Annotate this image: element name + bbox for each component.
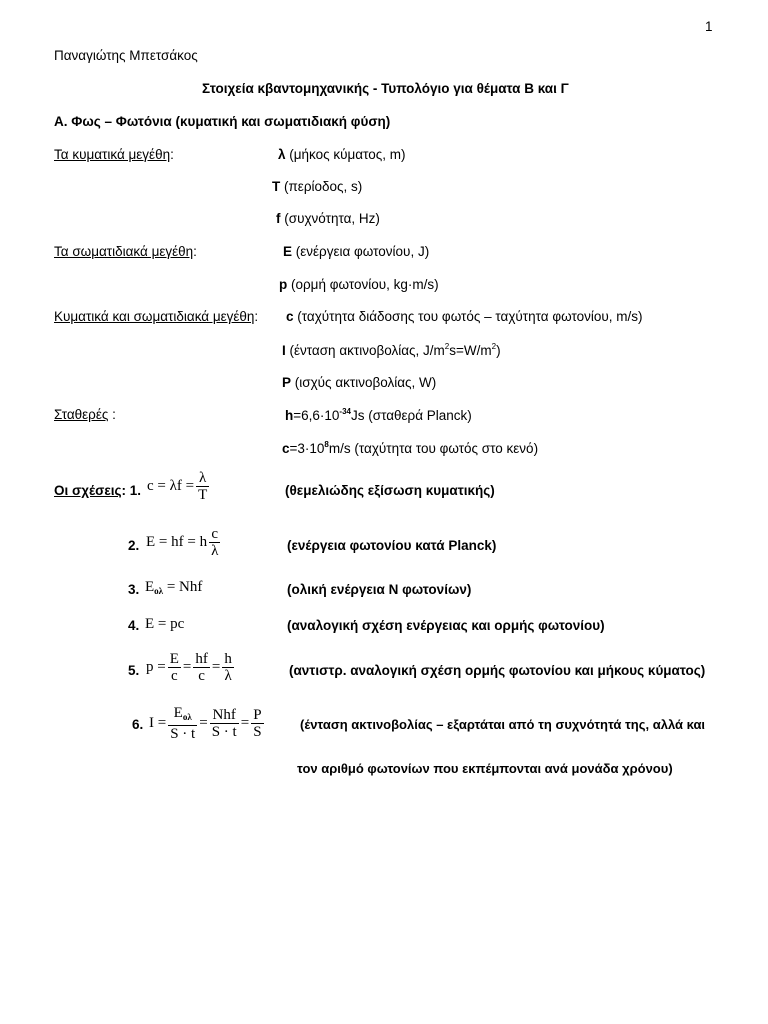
page-title: Στοιχεία κβαντομηχανικής - Τυπολόγιο για θέματα Β και Γ — [202, 81, 569, 96]
relation-6-number: 6. — [132, 717, 144, 732]
wave-quantities-label: Τα κυματικά μεγέθη: — [54, 147, 174, 162]
both-item-intensity: I (ένταση ακτινοβολίας, $J/m^2s=W/m^2$) — [282, 342, 501, 358]
relation-3-number: 3. — [128, 582, 140, 597]
relation-4-number: 4. — [128, 618, 140, 633]
both-item-speed: c (ταχύτητα διάδοσης του φωτός – ταχύτητα φωτονίου, m/s) — [286, 309, 643, 324]
particle-item-energy: E (ενέργεια φωτονίου, J) — [283, 244, 430, 259]
relations-label: Οι σχέσεις: 1. — [54, 483, 142, 498]
wave-item-period: T (περίοδος, s) — [272, 179, 363, 194]
author-name: Παναγιώτης Μπετσάκος — [54, 48, 198, 63]
constant-planck: $h=6,6\cdot 10^{-34}Js$ (σταθερά Planck) — [285, 407, 472, 423]
formula-6: I = $\frac{E_{o\lambda}}{S \cdot t}$ = $\frac{\text{Nhf}}{S \cdot t}$ = $\frac{P}{S}$ — [149, 705, 262, 742]
particle-item-momentum: p (ορμή φωτονίου, kg·m/s) — [279, 277, 439, 292]
formula-3: $E_{o\lambda}$ = Nhf — [145, 579, 203, 596]
wave-item-wavelength: λ (μήκος κύματος, m) — [278, 147, 406, 162]
relation-6-note: (ένταση ακτινοβολίας – εξαρτάται από τη συχνότητά της, αλλά και — [300, 717, 706, 732]
formula-4: E = pc — [145, 616, 185, 632]
relation-2-number: 2. — [128, 538, 140, 553]
relation-5-number: 5. — [128, 663, 140, 678]
page-number: 1 — [705, 19, 713, 34]
relation-1-note: (θεμελιώδης εξίσωση κυματικής) — [285, 483, 495, 498]
both-quantities-label: Κυματικά και σωματιδιακά μεγέθη: — [54, 309, 259, 324]
formula-5: p = $\frac{E}{c}$ = $\frac{hf}{c}$ = $\frac{h}{\lambda}$ — [146, 651, 232, 684]
relation-5-note: (αντιστρ. αναλογική σχέση ορμής φωτονίου και μήκους κύματος) — [289, 663, 706, 678]
wave-item-frequency: f (συχνότητα, Hz) — [276, 211, 380, 226]
formula-2: E = hf = h $\frac{c}{\lambda}$ — [146, 526, 219, 559]
relation-3-note: (ολική ενέργεια Ν φωτονίων) — [287, 582, 472, 597]
formula-1: c = λf = $\frac{\lambda}{T}$ — [147, 470, 208, 503]
both-item-power: P (ισχύς ακτινοβολίας, W) — [282, 375, 437, 390]
particle-quantities-label: Τα σωματιδιακά μεγέθη: — [54, 244, 197, 259]
section-heading: Α. Φως – Φωτόνια (κυματική και σωματιδιακή φύση) — [54, 114, 391, 129]
constants-label: Σταθερές : — [54, 407, 116, 422]
relation-4-note: (αναλογική σχέση ενέργειας και ορμής φωτονίου) — [287, 618, 605, 633]
relation-2-note: (ενέργεια φωτονίου κατά Planck) — [287, 538, 497, 553]
relation-6-note-continued: τον αριθμό φωτονίων που εκπέμπονται ανά μονάδα χρόνου) — [297, 761, 673, 776]
constant-light-speed: $c=3\cdot 10^8m/s$ (ταχύτητα του φωτός στο κενό) — [282, 440, 539, 456]
